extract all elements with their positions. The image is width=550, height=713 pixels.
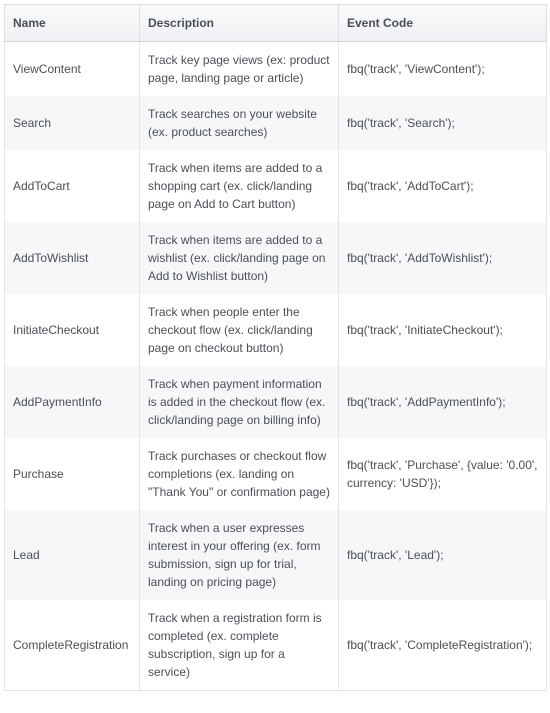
- column-header-event-code: Event Code: [339, 5, 547, 42]
- column-header-description: Description: [140, 5, 339, 42]
- event-code: fbq('track', 'Purchase', {value: '0.00', currency: 'USD'});: [339, 438, 547, 510]
- table-row: [5, 96, 547, 150]
- event-description: Track when items are added to a wishlist (ex. click/landing page on Add to Wishlist button): [140, 222, 339, 294]
- event-name: Lead: [5, 510, 140, 600]
- table-row: [5, 366, 547, 438]
- event-code: fbq('track', 'CompleteRegistration');: [339, 600, 547, 691]
- event-description: Track when people enter the checkout flow (ex. click/landing page on checkout button): [140, 294, 339, 366]
- table-body: [5, 42, 547, 691]
- event-name: CompleteRegistration: [5, 600, 140, 691]
- event-name: InitiateCheckout: [5, 294, 140, 366]
- event-description: Track when payment information is added in the checkout flow (ex. click/landing page on billing info): [140, 366, 339, 438]
- event-code: fbq('track', 'AddPaymentInfo');: [339, 366, 547, 438]
- event-name: Purchase: [5, 438, 140, 510]
- column-header-name: Name: [5, 5, 140, 42]
- table-row: [5, 294, 547, 366]
- event-code: fbq('track', 'AddToWishlist');: [339, 222, 547, 294]
- event-code: fbq('track', 'Search');: [339, 96, 547, 150]
- table-header-row: [5, 5, 547, 42]
- event-description: Track purchases or checkout flow completions (ex. landing on "Thank You" or confirmation page): [140, 438, 339, 510]
- event-description: Track when a user expresses interest in your offering (ex. form submission, sign up for trial, landing on pricing page): [140, 510, 339, 600]
- event-code: fbq('track', 'InitiateCheckout');: [339, 294, 547, 366]
- event-name: AddPaymentInfo: [5, 366, 140, 438]
- event-code: fbq('track', 'ViewContent');: [339, 42, 547, 97]
- event-description: Track searches on your website (ex. product searches): [140, 96, 339, 150]
- standard-events-table: [4, 4, 547, 691]
- event-description: Track when a registration form is completed (ex. complete subscription, sign up for a service): [140, 600, 339, 691]
- table-row: [5, 222, 547, 294]
- table-row: [5, 42, 547, 97]
- table-row: [5, 150, 547, 222]
- table-row: [5, 510, 547, 600]
- event-code: fbq('track', 'Lead');: [339, 510, 547, 600]
- standard-events-table-wrapper: [4, 4, 546, 691]
- event-name: AddToWishlist: [5, 222, 140, 294]
- event-code: fbq('track', 'AddToCart');: [339, 150, 547, 222]
- event-name: Search: [5, 96, 140, 150]
- table-row: [5, 438, 547, 510]
- event-name: ViewContent: [5, 42, 140, 97]
- event-description: Track when items are added to a shopping cart (ex. click/landing page on Add to Cart button): [140, 150, 339, 222]
- event-name: AddToCart: [5, 150, 140, 222]
- table-row: [5, 600, 547, 691]
- table-header: [5, 5, 547, 42]
- event-description: Track key page views (ex: product page, landing page or article): [140, 42, 339, 97]
